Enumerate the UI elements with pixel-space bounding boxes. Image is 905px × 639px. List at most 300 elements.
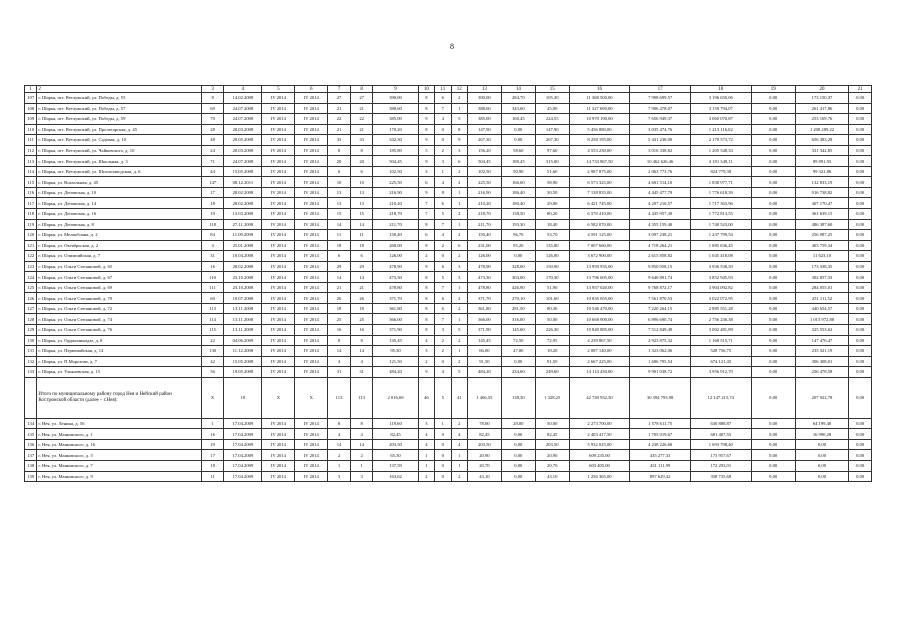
address-cell: г. Шарья, ул. Мелиоблана, д. 2 (37, 230, 201, 241)
table-cell: 1 015 972,88 (795, 314, 848, 325)
table-cell: 7 998 699,57 (630, 93, 691, 104)
table-cell: 21 (328, 282, 351, 293)
table-cell: 211,70 (467, 219, 501, 230)
table-cell: 113 (201, 303, 224, 314)
table-cell: 0,00 (849, 187, 872, 198)
table-cell: 10 462 626,46 (630, 156, 691, 167)
table-cell: 358 735,68 (690, 471, 751, 482)
table-cell: 9 (418, 187, 434, 198)
table-cell: 0,00 (751, 124, 795, 135)
table-cell: 7 (328, 86, 351, 93)
table-cell: 50,00 (535, 418, 569, 429)
table-cell: 343,60 (501, 103, 535, 114)
table-cell: 137,59 (373, 460, 418, 471)
table-cell: 6 (418, 230, 434, 241)
table-cell: 163,62 (373, 471, 418, 482)
table-cell: 82,45 (373, 429, 418, 440)
table-cell: 325 553,62 (795, 325, 848, 336)
table-cell: 24 (201, 145, 224, 156)
table-cell: 13.11.2008 (224, 314, 262, 325)
table-row (25, 103, 872, 114)
table-cell: 0,00 (751, 103, 795, 114)
table-cell: 371,90 (467, 325, 501, 336)
table-cell: 71 (201, 156, 224, 167)
table-cell: 2 (451, 303, 467, 314)
table-cell: 2 (451, 166, 467, 177)
table-cell: 27.11.2008 (224, 219, 262, 230)
table-cell: 8 (201, 93, 224, 104)
table-cell: 170,30 (535, 272, 569, 283)
table-cell: 4 718 264,21 (630, 240, 691, 251)
table-cell: 0,00 (849, 325, 872, 336)
table-cell: 8 (418, 103, 434, 114)
table-cell: 426,90 (501, 282, 535, 293)
table-cell: 303,00 (501, 272, 535, 283)
table-cell: IV 2014 (262, 429, 295, 440)
table-cell: 1 466,55 (467, 377, 501, 418)
table-cell: IV 2014 (262, 187, 295, 198)
table-cell: 0,00 (501, 439, 535, 450)
table-cell: 8 (451, 124, 467, 135)
table-cell: 14 (350, 439, 373, 450)
table-cell: 0,00 (849, 114, 872, 125)
table-cell: IV 2014 (262, 314, 295, 325)
table-cell: 0,00 (849, 166, 872, 177)
table-cell: 16 990,28 (795, 429, 848, 440)
table-cell: 3 159 794,07 (690, 103, 751, 114)
table-cell: 0,00 (751, 367, 795, 378)
table-cell: 4 435 957,30 (630, 209, 691, 220)
table-cell: 5 (435, 272, 451, 283)
table-cell: 331 342,85 (795, 145, 848, 156)
table-cell: 4 297 210,57 (630, 198, 691, 209)
table-cell: 8 (328, 418, 351, 429)
table-cell: 1 (451, 219, 467, 230)
table-cell: 18 (350, 240, 373, 251)
table-cell: 118 (201, 219, 224, 230)
table-cell: 3 672 900,00 (569, 251, 630, 262)
address-cell: г. Шарья, ул. Деповская, д. 14 (37, 198, 201, 209)
table-cell: IV 2014 (295, 219, 328, 230)
table-row (25, 219, 872, 230)
table-cell: 17.04.2009 (224, 439, 262, 450)
table-cell: IV 2014 (295, 135, 328, 146)
table-cell: 3 060 070,87 (690, 114, 751, 125)
table-cell: 21 (849, 86, 872, 93)
table-cell: 0,00 (751, 156, 795, 167)
address-cell: г. Шарья, пгт. Ветлужский, ул. Садовая, д. 10 (37, 135, 201, 146)
table-cell: 3 (451, 261, 467, 272)
table-row (25, 293, 872, 304)
table-cell: 656 383,28 (795, 135, 848, 146)
table-cell: 45,00 (535, 103, 569, 114)
table-cell: 316,00 (501, 314, 535, 325)
address-cell: г. Шарья, ул. Орджоникидзе, д. 8 (37, 335, 201, 346)
table-cell: 114 (201, 314, 224, 325)
address-cell: г. Шарья, ул. Ольги Степановой, д. 72 (37, 303, 201, 314)
table-cell: 504,45 (373, 156, 418, 167)
table-cell: 30,50 (535, 187, 569, 198)
table-cell: 0,00 (751, 209, 795, 220)
table-cell: 0,00 (849, 124, 872, 135)
table-cell: 135,80 (535, 240, 569, 251)
table-cell: 2 667 225,00 (569, 356, 630, 367)
table-cell: 26 (328, 293, 351, 304)
table-cell: 0,00 (751, 145, 795, 156)
table-cell: 2 (451, 230, 467, 241)
address-cell: г. Шарья, ул. Ольги Степановой, д. 65 (37, 261, 201, 272)
table-cell: 20,70 (467, 460, 501, 471)
table-cell: 226,30 (535, 325, 569, 336)
table-cell: 134 (25, 418, 37, 429)
table-cell: 25.01.2008 (224, 240, 262, 251)
table-cell: 0,00 (795, 460, 848, 471)
table-cell: 609 235,00 (569, 450, 630, 461)
table-row (25, 145, 872, 156)
table-cell: 7 138 835,00 (569, 187, 630, 198)
table-cell: 133 (25, 367, 37, 378)
table-cell: 122 (25, 251, 37, 262)
table-cell: IV 2014 (262, 177, 295, 188)
table-cell: 13.11.2008 (224, 325, 262, 336)
table-cell: 20 (350, 156, 373, 167)
table-cell: 1 (451, 460, 467, 471)
table-cell: 129 (25, 325, 37, 336)
table-cell: IV 2014 (295, 450, 328, 461)
table-cell: 388,60 (373, 103, 418, 114)
table-cell: 126,00 (467, 251, 501, 262)
table-cell: 1 (435, 166, 451, 177)
table-cell: 18 (224, 377, 262, 418)
table-cell: 19 (201, 439, 224, 450)
table-cell: 185,80 (373, 145, 418, 156)
table-cell: 193,30 (501, 219, 535, 230)
table-cell: 2 (451, 177, 467, 188)
table-cell: IV 2014 (262, 145, 295, 156)
table-cell: IV 2014 (295, 272, 328, 283)
table-cell: 2 (328, 450, 351, 461)
table-cell: 1 705 019,67 (630, 429, 691, 440)
table-cell: 2 (451, 251, 467, 262)
table-cell: 9 (418, 261, 434, 272)
table-cell: 342,30 (373, 135, 418, 146)
table-cell: 4 (328, 356, 351, 367)
table-cell: 4 238 226,60 (630, 439, 691, 450)
table-cell: 267,30 (535, 135, 569, 146)
table-cell: IV 2014 (295, 230, 328, 241)
table-row (25, 367, 872, 378)
table-cell: IV 2014 (262, 272, 295, 283)
address-cell: г. Шарья, ул. Ольги Степановой, д. 69 (37, 282, 201, 293)
table-cell: 225,50 (467, 177, 501, 188)
table-cell: 3 (201, 86, 224, 93)
table-cell: 4 591 125,00 (569, 230, 630, 241)
table-cell: 473,30 (373, 272, 418, 283)
table-cell: 8 (418, 325, 434, 336)
table-cell: 371,90 (373, 325, 418, 336)
table-cell: IV 2014 (295, 156, 328, 167)
table-cell: 8 (350, 86, 373, 93)
table-cell: 6 (328, 166, 351, 177)
table-cell: 3 (328, 471, 351, 482)
table-cell: 4 (435, 114, 451, 125)
table-cell: 9 850 058,15 (630, 261, 691, 272)
table-cell: IV 2014 (295, 166, 328, 177)
table-cell: 528 756,75 (690, 346, 751, 357)
table-cell: 53,70 (535, 230, 569, 241)
table-cell: 203,50 (373, 439, 418, 450)
table-cell: 14 (328, 219, 351, 230)
table-cell: 15.05.2008 (224, 356, 262, 367)
table-cell: 101,60 (535, 293, 569, 304)
table-cell: 113 (25, 156, 37, 167)
table-cell: 0,00 (849, 314, 872, 325)
table-cell: 1 686 795,54 (630, 356, 691, 367)
table-cell: 147,90 (535, 124, 569, 135)
table-cell: 2 087 140,00 (569, 346, 630, 357)
table-cell: 4 553 230,00 (569, 145, 630, 156)
table-cell: 1 (328, 460, 351, 471)
table-cell: 8 (435, 187, 451, 198)
table-cell: 0,00 (849, 367, 872, 378)
table-cell: IV 2014 (262, 156, 295, 167)
table-cell: 0,00 (849, 240, 872, 251)
table-cell: 20 (795, 86, 848, 93)
table-cell: 8 (418, 303, 434, 314)
table-cell: 2 (451, 335, 467, 346)
table-cell: 19.05.2008 (224, 367, 262, 378)
housing-register-table (24, 85, 872, 482)
table-cell: 8 (418, 240, 434, 251)
table-cell: 8 (418, 272, 434, 283)
table-cell: 138,30 (501, 377, 535, 418)
table-cell: 121 (25, 240, 37, 251)
table-cell: 13 796 695,00 (569, 272, 630, 283)
table-cell: 2 (451, 93, 467, 104)
table-cell: 268,00 (373, 240, 418, 251)
table-cell: 4 (418, 429, 434, 440)
table-cell: 1 (451, 187, 467, 198)
table-cell: 1 (451, 198, 467, 209)
table-cell: 20,90 (467, 450, 501, 461)
table-cell: 18,40 (535, 219, 569, 230)
table-row (25, 282, 872, 293)
table-cell: 72,95 (535, 335, 569, 346)
table-cell: 0 (435, 439, 451, 450)
table-cell: IV 2014 (295, 209, 328, 220)
table-cell: 0,00 (751, 335, 795, 346)
table-cell: 0,00 (751, 303, 795, 314)
table-cell: 0,00 (849, 103, 872, 114)
table-cell: 0 (435, 471, 451, 482)
table-cell: 5 431 238,00 (630, 135, 691, 146)
address-cell: г. Шарья, пгт. Ветлужский, ул. Чайковского, д. 10 (37, 145, 201, 156)
table-cell: 0,00 (751, 282, 795, 293)
table-cell: 0,00 (849, 282, 872, 293)
table-cell: 0,00 (751, 314, 795, 325)
table-cell: 7 561 870,53 (630, 293, 691, 304)
table-cell: 91,50 (467, 356, 501, 367)
table-cell: 8 (418, 93, 434, 104)
table-cell: 234,60 (501, 367, 535, 378)
table-cell: 189,45 (501, 156, 535, 167)
table-cell: 78,00 (467, 418, 501, 429)
table-cell: 0,00 (849, 177, 872, 188)
table-cell: 403 759,34 (795, 240, 848, 251)
table-cell: 20.03.2008 (224, 124, 262, 135)
table-cell: 0,00 (751, 460, 795, 471)
table-cell: 1 045 418,08 (690, 251, 751, 262)
table-cell: 16 (201, 429, 224, 440)
table-cell: 6 (435, 93, 451, 104)
table-cell: 8 (328, 335, 351, 346)
table-cell: 0 (435, 124, 451, 135)
table-cell: IV 2014 (262, 471, 295, 482)
table-cell: 14 (350, 272, 373, 283)
table-cell: 6 (350, 166, 373, 177)
table-cell: 131 (25, 346, 37, 357)
table-cell: 0,00 (501, 251, 535, 262)
table-cell: 108 (25, 103, 37, 114)
table-cell: 431 111,99 (630, 460, 691, 471)
table-row (25, 166, 872, 177)
table-row (25, 114, 872, 125)
address-cell: г. Шарья, ул. Первомайская, д. 14 (37, 346, 201, 357)
table-cell: 3 936 538,50 (690, 261, 751, 272)
table-cell: 4 239 867,50 (569, 335, 630, 346)
table-cell: 0,00 (501, 356, 535, 367)
column-number-header-row (25, 86, 872, 93)
table-cell: 21 (350, 282, 373, 293)
table-cell: 20,70 (535, 460, 569, 471)
address-cell: г. Нея, ул. Маяковского, д. 9 (37, 471, 201, 482)
table-cell: IV 2014 (262, 303, 295, 314)
table-cell: 6 570 410,00 (569, 209, 630, 220)
address-cell: г. Шарья, ул. Вокзальная, д. 45 (37, 177, 201, 188)
table-cell: 1 (350, 460, 373, 471)
table-cell: 97,60 (535, 145, 569, 156)
table-cell: 139 (25, 471, 37, 482)
table-row (25, 198, 872, 209)
table-cell: 0,00 (849, 272, 872, 283)
table-cell: 21 (328, 124, 351, 135)
table-cell: IV 2014 (262, 367, 295, 378)
table-cell: 3 (435, 156, 451, 167)
table-cell: 315,00 (535, 156, 569, 167)
table-cell: IV 2014 (295, 145, 328, 156)
table-cell: 2 (451, 471, 467, 482)
address-cell: г. Нея, ул. Маяковского, д. 16 (37, 439, 201, 450)
table-cell: 115 (201, 325, 224, 336)
table-cell: 256 087,25 (795, 230, 848, 241)
table-cell: 0,00 (849, 145, 872, 156)
table-cell: 170,20 (373, 124, 418, 135)
table-row (25, 450, 872, 461)
table-cell: 0,00 (501, 124, 535, 135)
table-cell: 5 (418, 145, 434, 156)
table-cell: 1 838 977,71 (690, 177, 751, 188)
table-cell: 9 (373, 86, 418, 93)
table-cell: IV 2014 (262, 335, 295, 346)
table-cell: 0,00 (751, 198, 795, 209)
table-cell: 0,00 (849, 293, 872, 304)
address-cell: г. Шарья, ул. Ольги Степановой, д. 76 (37, 325, 201, 336)
table-cell: 119 (25, 219, 37, 230)
table-cell: 1 (451, 450, 467, 461)
address-cell: г. Шарья, ул. П.Морозова, д. 7 (37, 356, 201, 367)
table-cell: 22 (350, 114, 373, 125)
table-cell: 0,00 (849, 219, 872, 230)
table-cell: 0,00 (751, 166, 795, 177)
table-cell: 27 (350, 93, 373, 104)
address-cell: г. Шарья, пгт. Ветлужский, ул. Победы, д. 55 (37, 93, 201, 104)
table-cell: 0,00 (795, 450, 848, 461)
table-cell: 306 308,01 (795, 356, 848, 367)
table-cell: 2 (435, 145, 451, 156)
table-cell: 3 (435, 325, 451, 336)
table-cell: 6 (435, 261, 451, 272)
table-cell: IV 2014 (295, 198, 328, 209)
address-cell: г. Нея, ул. Маяковского, д. 1 (37, 429, 201, 440)
table-row (25, 251, 872, 262)
table-cell: IV 2014 (262, 219, 295, 230)
table-row (25, 471, 872, 482)
table-cell: 478,90 (373, 261, 418, 272)
table-cell: 89 891,93 (795, 156, 848, 167)
table-cell: 145,45 (373, 335, 418, 346)
table-cell: 96,70 (501, 230, 535, 241)
table-cell: 28.02.2008 (224, 198, 262, 209)
table-cell: 1 776 618,39 (690, 187, 751, 198)
table-cell: 3 035 474,76 (630, 124, 691, 135)
table-cell: IV 2014 (295, 460, 328, 471)
table-cell: 4 181 349,11 (690, 156, 751, 167)
table-cell: IV 2014 (295, 303, 328, 314)
table-row (25, 346, 872, 357)
table-cell: 0,00 (751, 429, 795, 440)
table-cell: 435 277,33 (630, 450, 691, 461)
table-cell: 9 (418, 156, 434, 167)
table-cell: 2 (435, 346, 451, 357)
table-cell: 218,70 (373, 209, 418, 220)
table-cell: 2 016,69 (373, 377, 418, 418)
table-cell: 1 (451, 314, 467, 325)
table-cell: 6 (451, 240, 467, 251)
table-cell: 2 (418, 471, 434, 482)
table-cell: 6 896 690,74 (630, 314, 691, 325)
table-cell: 10.04.2008 (224, 251, 262, 262)
table-cell: 385,00 (467, 114, 501, 125)
table-cell: 31 (328, 367, 351, 378)
table-cell: 0,00 (795, 439, 848, 450)
table-cell: 17.04.2009 (224, 450, 262, 461)
table-cell: 504,45 (467, 156, 501, 167)
table-cell: 18 (201, 460, 224, 471)
table-cell: 20.03.2008 (224, 145, 262, 156)
table-cell: 23.10.2008 (224, 272, 262, 283)
table-cell: 2 (451, 209, 467, 220)
table-cell: 6 (435, 198, 451, 209)
table-cell: 3 002 481,89 (690, 325, 751, 336)
table-cell: 390,00 (373, 93, 418, 104)
address-cell: г. Нея, ул. Маяковского, д. 5 (37, 450, 201, 461)
table-cell: 0,00 (849, 335, 872, 346)
table-cell: 4 601 514,10 (630, 177, 691, 188)
table-row (25, 240, 872, 251)
table-cell: 225,50 (373, 177, 418, 188)
table-cell: 0,00 (849, 439, 872, 450)
table-cell: IV 2014 (262, 293, 295, 304)
